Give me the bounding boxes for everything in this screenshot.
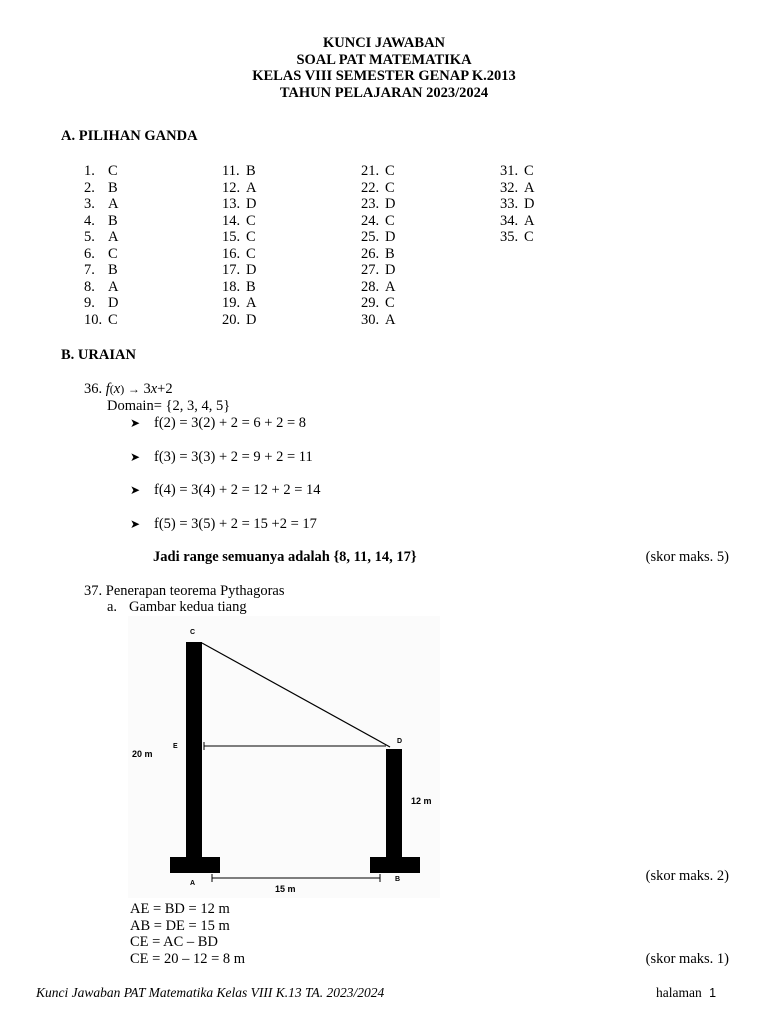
answer-number: 23. bbox=[361, 196, 380, 212]
answer-number: 30. bbox=[361, 311, 380, 328]
label-12m: 12 m bbox=[411, 796, 432, 806]
q37-title: 37. Penerapan teorema Pythagoras bbox=[84, 583, 285, 599]
answer-column-3 bbox=[361, 163, 395, 328]
answer-letter: A bbox=[524, 212, 535, 229]
answer-row bbox=[222, 246, 256, 263]
q36-rhs-tail: +2 bbox=[157, 381, 173, 397]
q36-x: x bbox=[113, 381, 121, 397]
q37-eq-2: AB = DE = 15 m bbox=[130, 918, 230, 934]
answer-letter: D bbox=[524, 196, 535, 212]
answer-letter: B bbox=[108, 212, 118, 229]
answer-number: 20. bbox=[222, 311, 241, 328]
answer-row bbox=[222, 262, 256, 279]
q36-score: (skor maks. 5) bbox=[645, 549, 729, 565]
label-15m: 15 m bbox=[275, 884, 296, 894]
answer-column-1 bbox=[84, 163, 118, 328]
answer-row bbox=[222, 180, 256, 197]
arrowhead-bullet-icon: ➤ bbox=[130, 483, 141, 497]
answer-number: 19. bbox=[222, 295, 241, 311]
answer-letter: A bbox=[385, 311, 396, 328]
q36-f: f bbox=[105, 381, 110, 397]
pole-ac-base bbox=[170, 857, 220, 873]
answer-row bbox=[361, 180, 395, 197]
answer-row bbox=[361, 229, 395, 246]
answer-letter: C bbox=[108, 311, 118, 328]
label-a: A bbox=[190, 880, 196, 887]
footer-page-number: 1 bbox=[709, 986, 717, 1000]
answer-letter: B bbox=[246, 163, 256, 179]
answer-row bbox=[500, 229, 534, 246]
answer-row bbox=[361, 295, 395, 312]
q37-part-a: a. Gambar kedua tiang bbox=[107, 599, 247, 615]
answer-number: 7. bbox=[84, 262, 95, 278]
answer-letter: C bbox=[108, 245, 118, 262]
answer-number: 34. bbox=[500, 212, 519, 229]
answer-row bbox=[361, 246, 395, 263]
two-poles-figure bbox=[128, 616, 440, 898]
answer-number: 18. bbox=[222, 278, 241, 295]
header-line-4: TAHUN PELAJARAN 2023/2024 bbox=[279, 85, 489, 101]
answer-letter: B bbox=[246, 278, 256, 295]
answer-row bbox=[84, 213, 118, 230]
q37-figure-score: (skor maks. 2) bbox=[645, 868, 729, 884]
answer-number: 29. bbox=[361, 295, 380, 311]
answer-letter: A bbox=[108, 278, 119, 295]
answer-row bbox=[84, 246, 118, 263]
answer-letter: C bbox=[246, 212, 256, 229]
answer-number: 11. bbox=[222, 163, 240, 179]
answer-column-2 bbox=[222, 163, 256, 328]
q36-step-1: ➤ f(2) = 3(2) + 2 = 6 + 2 = 8 bbox=[130, 415, 307, 431]
footer-page-label: halaman bbox=[656, 985, 702, 1000]
answer-number: 32. bbox=[500, 179, 519, 196]
section-a-title: A. PILIHAN GANDA bbox=[61, 128, 198, 144]
answer-letter: C bbox=[385, 163, 395, 179]
answer-row bbox=[361, 262, 395, 279]
answer-number: 25. bbox=[361, 229, 380, 245]
header-line-2: SOAL PAT MATEMATIKA bbox=[296, 52, 472, 68]
label-20m: 20 m bbox=[132, 749, 153, 759]
answer-letter: D bbox=[385, 196, 396, 212]
answer-row bbox=[500, 196, 534, 213]
pole-ac bbox=[186, 642, 202, 858]
answer-number: 21. bbox=[361, 163, 380, 179]
answer-row bbox=[361, 196, 395, 213]
answer-row bbox=[84, 196, 118, 213]
answer-number: 1. bbox=[84, 163, 95, 179]
q36-conclusion: Jadi range semuanya adalah {8, 11, 14, 17} bbox=[153, 549, 417, 565]
answer-row bbox=[361, 279, 395, 296]
answer-row bbox=[500, 180, 534, 197]
answer-letter: C bbox=[385, 295, 395, 311]
q36-step-2: ➤ f(3) = 3(3) + 2 = 9 + 2 = 11 bbox=[130, 449, 313, 465]
answer-row bbox=[84, 163, 118, 180]
answer-letter: D bbox=[246, 262, 257, 278]
q36-rhs-3: 3 bbox=[143, 381, 151, 397]
label-d: D bbox=[397, 738, 403, 745]
answer-letter: C bbox=[524, 163, 534, 179]
section-b-title: B. URAIAN bbox=[61, 347, 136, 363]
answer-number: 12. bbox=[222, 179, 241, 196]
answer-number: 9. bbox=[84, 295, 95, 311]
answer-row bbox=[361, 163, 395, 180]
answer-letter: D bbox=[246, 196, 257, 212]
answer-number: 24. bbox=[361, 212, 380, 229]
answer-number: 5. bbox=[84, 229, 95, 245]
answer-letter: B bbox=[108, 262, 118, 278]
answer-letter: C bbox=[524, 229, 534, 245]
answer-row bbox=[222, 312, 256, 329]
q36-step-4: ➤ f(5) = 3(5) + 2 = 15 +2 = 17 bbox=[130, 516, 317, 532]
answer-number: 4. bbox=[84, 212, 95, 229]
q37-eq-4: CE = 20 – 12 = 8 m bbox=[130, 951, 246, 967]
footer-title: Kunci Jawaban PAT Matematika Kelas VIII K.13 TA. 2023/2024 bbox=[36, 985, 385, 1000]
answer-number: 13. bbox=[222, 196, 241, 212]
answer-row bbox=[84, 180, 118, 197]
answer-row bbox=[500, 163, 534, 180]
answer-row bbox=[222, 229, 256, 246]
answer-letter: C bbox=[385, 179, 395, 196]
answer-letter: D bbox=[385, 229, 396, 245]
answer-row bbox=[84, 229, 118, 246]
answer-letter: A bbox=[108, 229, 119, 245]
answer-number: 14. bbox=[222, 212, 241, 229]
q36-step-3: ➤ f(4) = 3(4) + 2 = 12 + 2 = 14 bbox=[130, 482, 321, 498]
answer-row bbox=[222, 295, 256, 312]
q36-domain: Domain= {2, 3, 4, 5} bbox=[107, 398, 231, 414]
answer-row bbox=[84, 295, 118, 312]
answer-number: 2. bbox=[84, 179, 95, 196]
answer-letter: A bbox=[246, 179, 257, 196]
pole-bd bbox=[386, 749, 402, 858]
answer-letter: C bbox=[246, 229, 256, 245]
answer-letter: B bbox=[385, 245, 395, 262]
answer-column-4 bbox=[500, 163, 534, 246]
answer-number: 17. bbox=[222, 262, 241, 278]
answer-number: 35. bbox=[500, 229, 519, 245]
answer-row bbox=[84, 262, 118, 279]
answer-letter: B bbox=[108, 179, 118, 196]
arrowhead-bullet-icon: ➤ bbox=[130, 450, 141, 464]
answer-letter: C bbox=[246, 245, 256, 262]
answer-row bbox=[84, 279, 118, 296]
pole-bd-base bbox=[370, 857, 420, 873]
answer-letter: A bbox=[246, 295, 257, 311]
answer-row bbox=[361, 312, 395, 329]
answer-row bbox=[500, 213, 534, 230]
q37-eq-1: AE = BD = 12 m bbox=[130, 901, 230, 917]
answer-number: 10. bbox=[84, 311, 103, 328]
answer-letter: D bbox=[108, 295, 119, 311]
answer-letter: C bbox=[385, 212, 395, 229]
label-e: E bbox=[173, 743, 178, 750]
answer-number: 26. bbox=[361, 245, 380, 262]
answer-letter: D bbox=[385, 262, 396, 278]
answer-row bbox=[84, 312, 118, 329]
answer-letter: C bbox=[108, 163, 118, 179]
answer-number: 22. bbox=[361, 179, 380, 196]
q36-number: 36. bbox=[84, 381, 103, 397]
answer-number: 8. bbox=[84, 278, 95, 295]
label-c: C bbox=[190, 629, 196, 636]
answer-number: 3. bbox=[84, 196, 95, 212]
answer-row bbox=[361, 213, 395, 230]
answer-letter: A bbox=[385, 278, 396, 295]
answer-number: 6. bbox=[84, 245, 95, 262]
answer-number: 27. bbox=[361, 262, 380, 278]
q36-formula: 36. f(x) → 3x+2 bbox=[84, 381, 173, 397]
answer-letter: A bbox=[524, 179, 535, 196]
answer-row bbox=[222, 163, 256, 180]
answer-number: 28. bbox=[361, 278, 380, 295]
footer-page bbox=[656, 985, 716, 1001]
label-b: B bbox=[395, 876, 401, 883]
answer-number: 16. bbox=[222, 245, 241, 262]
answer-number: 15. bbox=[222, 229, 241, 245]
answer-letter: D bbox=[246, 311, 257, 328]
q37-eq-3: CE = AC – BD bbox=[130, 934, 218, 950]
arrowhead-bullet-icon: ➤ bbox=[130, 416, 141, 430]
header-line-3: KELAS VIII SEMESTER GENAP K.2013 bbox=[252, 68, 516, 84]
arrowhead-bullet-icon: ➤ bbox=[130, 517, 141, 531]
q36-rhs-x: x bbox=[150, 381, 158, 397]
answer-row bbox=[222, 213, 256, 230]
answer-row bbox=[222, 279, 256, 296]
header-line-1: KUNCI JAWABAN bbox=[322, 35, 446, 51]
answer-row bbox=[222, 196, 256, 213]
answer-number: 33. bbox=[500, 196, 519, 212]
answer-letter: A bbox=[108, 196, 119, 212]
q36-arrow: → bbox=[127, 382, 140, 396]
q37-eq-score: (skor maks. 1) bbox=[645, 951, 729, 967]
answer-number: 31. bbox=[500, 163, 519, 179]
